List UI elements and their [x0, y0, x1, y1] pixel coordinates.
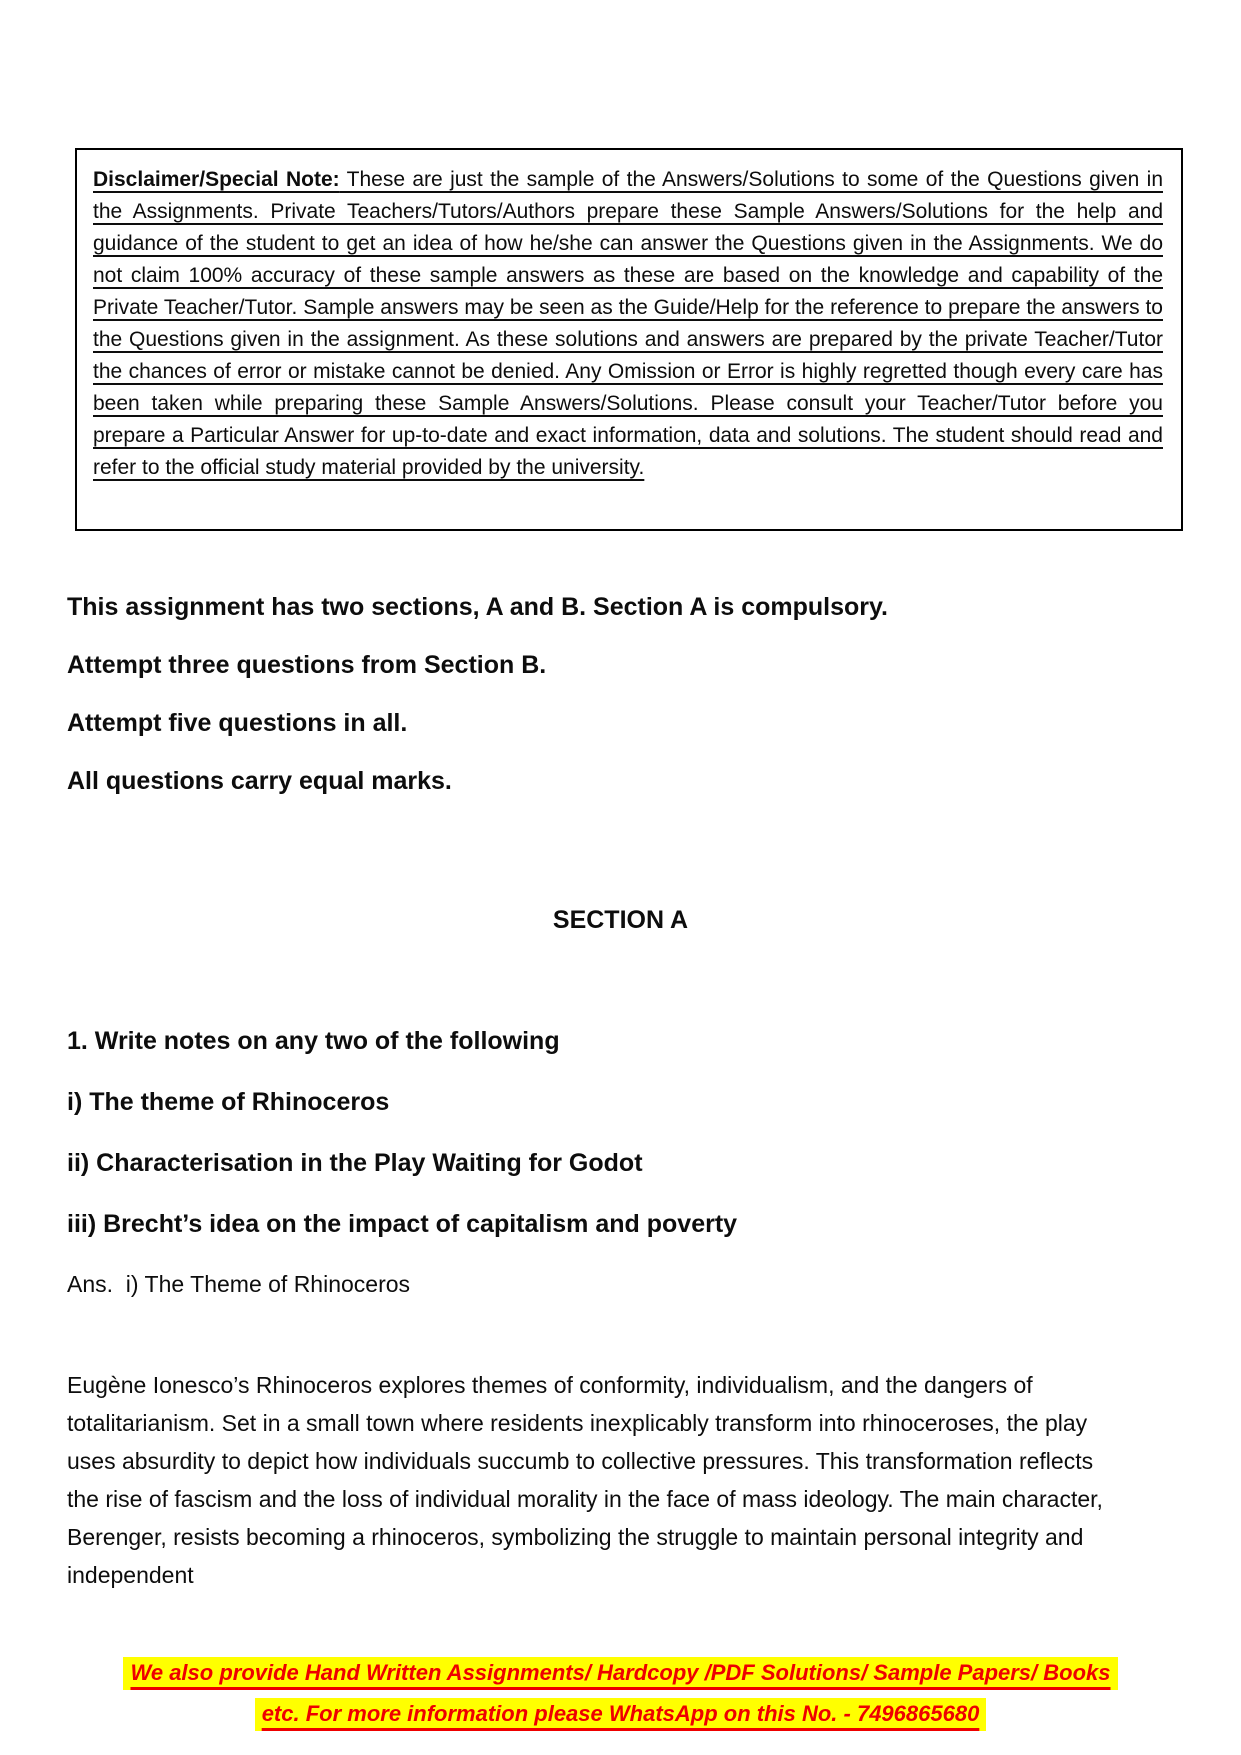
footer-promo-text: We also provide Hand Written Assignments/ Hardcopy /PDF Solutions/ Sample Papers/ Books etc. For more information please WhatsApp on this No. - 7496865680	[123, 1657, 1117, 1731]
footer-text-wrap	[116, 1652, 1126, 1734]
answer-paragraph: Eugène Ionesco’s Rhinoceros explores themes of conformity, individualism, and the dangers of totalitarianism. Set in a small town where residents inexplicably transform into rhinoceroses, the play uses absurdity to depict how individuals succumb to collective pressures. This transformation reflects the rise of fascism and the loss of individual morality in the face of mass ideology. The main character, Berenger, resists becoming a rhinoceros, symbolizing the struggle to maintain personal integrity and independent	[67, 1372, 1103, 1588]
instruction-line: This assignment has two sections, A and B. Section A is compulsory.	[67, 593, 888, 621]
question-option-ii: ii) Characterisation in the Play Waiting for Godot	[67, 1149, 643, 1177]
question-option-iii: iii) Brecht’s idea on the impact of capitalism and poverty	[67, 1210, 738, 1238]
disclaimer-box	[75, 148, 1183, 531]
question-option-i: i) The theme of Rhinoceros	[67, 1088, 390, 1116]
section-a-heading: SECTION A	[552, 906, 689, 934]
instruction-line: All questions carry equal marks.	[67, 767, 452, 795]
instruction-line: Attempt five questions in all.	[67, 709, 408, 737]
question-title: 1. Write notes on any two of the following	[67, 1027, 560, 1055]
instruction-line: Attempt three questions from Section B.	[67, 651, 547, 679]
disclaimer-text	[93, 164, 1163, 484]
disclaimer-body: These are just the sample of the Answers/Solutions to some of the Questions given in the Assignments. Private Teachers/Tutors/Authors prepare these Sample Answers/Solutions for the help and guidance of the student to get an idea of how he/she can answer the Questions given in the Assignments. We do not claim 100% accuracy of these sample answers as these are based on the knowledge and capability of the Private Teacher/Tutor. Sample answers may be seen as the Guide/Help for the reference to prepare the answers to the Questions given in the assignment. As these solutions and answers are prepared by the private Teacher/Tutor the chances of error or mistake cannot be denied. Any Omission or Error is highly regretted though every care has been taken while preparing these Sample Answers/Solutions. Please consult your Teacher/Tutor before you prepare a Particular Answer for up-to-date and exact information, data and solutions. The student should read and refer to the official study material provided by the university.	[93, 168, 1163, 479]
disclaimer-label: Disclaimer/Special Note:	[93, 168, 340, 191]
assignment-instructions	[67, 592, 1177, 824]
answer-label: Ans. i) The Theme of Rhinoceros	[67, 1271, 411, 1297]
question-1-block	[67, 1026, 1187, 1299]
footer-note	[0, 1652, 1241, 1734]
